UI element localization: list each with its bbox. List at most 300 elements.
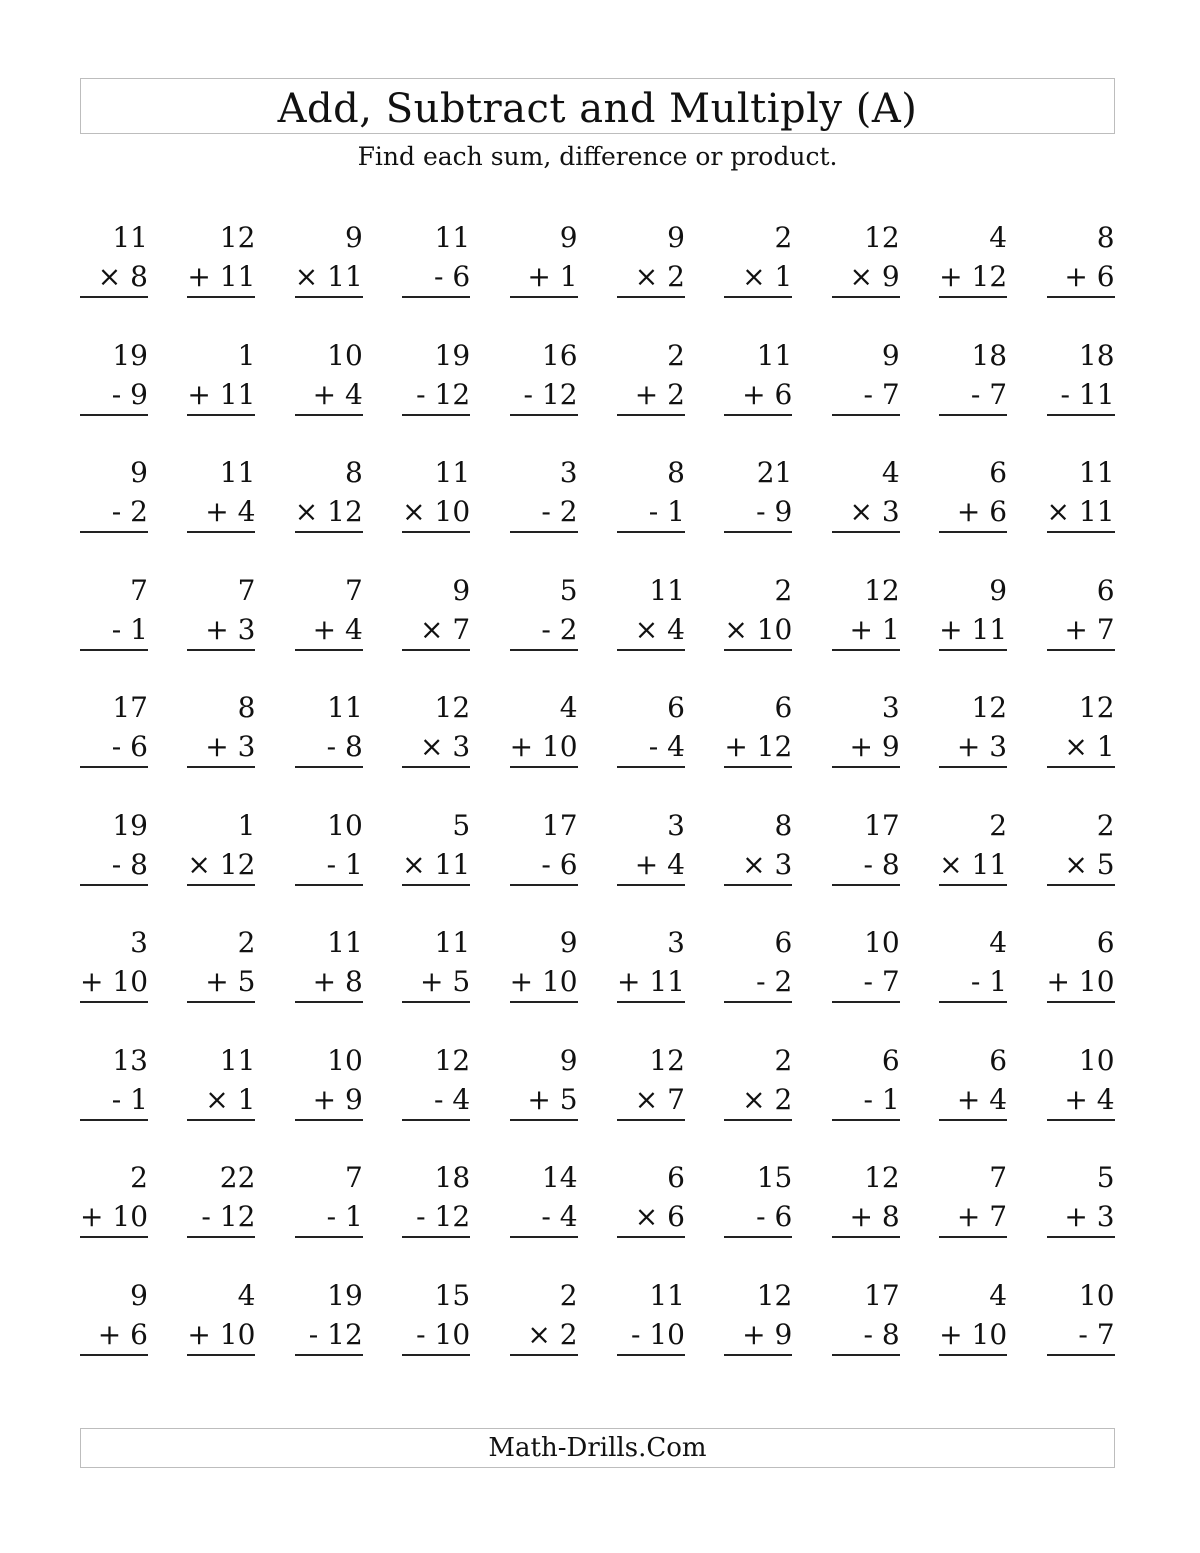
second-operand: 5 [237,965,256,998]
operator-line [402,727,470,768]
operator-line [724,1315,792,1356]
operator-line [80,845,148,886]
operator: + [956,1200,981,1233]
first-operand: 21 [756,456,793,489]
title-box [80,78,1115,134]
second-operand: 9 [130,377,148,411]
problem-row [80,571,1115,689]
operator: - [863,965,873,998]
first-operand: 3 [881,691,900,724]
operator-line [617,727,685,768]
operator: - [970,965,981,998]
second-operand: 8 [881,1200,900,1233]
second-operand: 4 [344,377,363,411]
problem [402,1158,470,1276]
operator: + [187,377,211,411]
operator-line [1047,962,1115,1003]
second-operand: 12 [327,495,363,528]
operator: - [326,847,337,881]
first-operand: 18 [434,1161,471,1194]
first-operand: 9 [130,456,148,489]
first-operand: 4 [559,691,578,724]
operator-line [402,257,470,298]
problem [724,923,792,1041]
operator-line [510,1197,578,1238]
operator-line [295,845,363,886]
first-operand: 2 [559,1278,578,1312]
operator: × [402,495,426,528]
problem-grid [80,218,1115,1393]
operator: - [1078,1317,1088,1351]
problem [724,336,792,454]
first-operand: 11 [327,926,363,959]
operator: + [634,847,659,881]
footer-box [80,1428,1115,1468]
first-operand: 12 [971,691,1008,724]
operator: - [970,377,981,411]
problem [832,336,900,454]
first-operand: 12 [756,1278,793,1312]
second-operand: 6 [452,260,471,293]
operator-line [832,727,900,768]
operator-line [939,610,1007,651]
first-operand: 9 [667,221,685,254]
operator-line [939,1197,1007,1238]
operator-line [1047,1315,1115,1356]
second-operand: 12 [971,260,1008,293]
operator: + [1064,612,1088,646]
operator-line [80,375,148,416]
second-operand: 3 [237,730,256,763]
first-operand: 7 [237,573,256,607]
second-operand: 10 [1078,965,1115,998]
problem [187,923,255,1041]
first-operand: 11 [434,221,471,254]
problem [187,571,255,689]
problem [832,571,900,689]
operator-line [80,257,148,298]
operator: + [956,495,981,528]
problem [939,1041,1007,1159]
operator-line [617,257,685,298]
operator-line [510,845,578,886]
problem [510,923,578,1041]
operator-line [617,492,685,533]
footer-brand: Math-Drills.Com [488,1433,707,1463]
second-operand: 10 [434,1317,471,1351]
second-operand: 6 [989,495,1008,528]
first-operand: 6 [667,1161,685,1194]
operator-line [1047,610,1115,651]
first-operand: 9 [559,221,578,254]
operator: × [97,260,122,293]
second-operand: 12 [327,1317,363,1351]
first-operand: 9 [989,573,1008,607]
operator: - [111,730,122,763]
problem [295,336,363,454]
second-operand: 7 [881,377,900,411]
problem [187,336,255,454]
second-operand: 7 [452,612,471,646]
first-operand: 19 [327,1278,363,1312]
first-operand: 7 [344,573,363,607]
operator-line [295,1315,363,1356]
first-operand: 2 [1096,808,1115,842]
operator-line [617,1315,685,1356]
second-operand: 8 [344,730,363,763]
operator-line [295,1197,363,1238]
second-operand: 9 [881,730,900,763]
operator-line [187,492,255,533]
second-operand: 1 [344,1200,363,1233]
operator-line [1047,375,1115,416]
problem [295,923,363,1041]
operator: - [416,377,426,411]
problem [187,1041,255,1159]
first-operand: 7 [989,1161,1008,1194]
first-operand: 6 [989,1043,1008,1077]
operator: - [326,730,337,763]
operator-line [939,962,1007,1003]
second-operand: 8 [130,260,148,293]
second-operand: 10 [649,1317,685,1351]
first-operand: 9 [344,221,363,254]
problem [187,688,255,806]
problem [617,218,685,336]
problem [939,1276,1007,1394]
first-operand: 11 [219,456,256,489]
operator: - [111,847,122,881]
second-operand: 12 [434,1200,471,1233]
second-operand: 6 [774,1200,793,1233]
problem [724,806,792,924]
first-operand: 19 [112,338,148,372]
second-operand: 7 [667,1082,685,1116]
problem [832,923,900,1041]
operator-line [724,727,792,768]
operator: - [433,260,444,293]
operator: + [1064,1082,1088,1116]
operator-line [617,375,685,416]
operator: × [849,260,873,293]
second-operand: 12 [434,377,471,411]
operator: - [756,1200,766,1233]
first-operand: 4 [989,926,1008,959]
operator: + [187,260,211,293]
operator: - [863,1317,873,1351]
problem-row [80,218,1115,336]
first-operand: 10 [327,1043,363,1077]
problem [187,1276,255,1394]
problem [724,1158,792,1276]
operator: + [939,260,963,293]
operator: × [634,612,659,646]
problem [939,453,1007,571]
operator-line [510,610,578,651]
operator: × [402,847,426,881]
problem-row [80,1041,1115,1159]
problem [295,571,363,689]
first-operand: 8 [667,456,685,489]
operator: × [1064,847,1088,881]
problem [187,806,255,924]
problem [617,923,685,1041]
problem [80,688,148,806]
operator-line [187,845,255,886]
operator-line [295,257,363,298]
second-operand: 10 [219,1317,256,1351]
first-operand: 2 [774,221,793,254]
first-operand: 5 [559,573,578,607]
problem [724,1041,792,1159]
second-operand: 3 [452,730,471,763]
operator-line [939,1080,1007,1121]
operator-line [187,962,255,1003]
first-operand: 17 [112,691,148,724]
operator: - [111,612,122,646]
first-operand: 18 [1078,338,1115,372]
problem [832,453,900,571]
operator: × [294,260,319,293]
operator: - [523,377,534,411]
second-operand: 10 [541,730,578,763]
problem [939,806,1007,924]
second-operand: 6 [559,847,578,881]
operator-line [80,1315,148,1356]
operator-line [1047,845,1115,886]
operator: × [1064,730,1088,763]
problem [510,453,578,571]
operator: - [863,847,873,881]
problem [832,1158,900,1276]
first-operand: 4 [989,221,1008,254]
problem [1047,688,1115,806]
second-operand: 4 [237,495,256,528]
problem [617,1041,685,1159]
operator-line [832,492,900,533]
second-operand: 3 [989,730,1008,763]
operator-line [187,257,255,298]
operator-line [80,727,148,768]
second-operand: 2 [774,965,793,998]
problem [939,218,1007,336]
operator-line [832,962,900,1003]
second-operand: 1 [344,847,363,881]
second-operand: 8 [881,1317,900,1351]
operator: + [509,965,534,998]
problem [724,218,792,336]
second-operand: 9 [774,1317,793,1351]
operator-line [832,1080,900,1121]
operator: + [634,377,659,411]
first-operand: 14 [541,1161,578,1194]
first-operand: 6 [667,691,685,724]
first-operand: 11 [1078,456,1115,489]
problem [402,688,470,806]
second-operand: 3 [237,612,256,646]
problem [80,571,148,689]
second-operand: 12 [756,730,793,763]
operator: × [1046,495,1070,528]
second-operand: 12 [219,1200,256,1233]
problem [295,1276,363,1394]
second-operand: 11 [1078,377,1115,411]
operator-line [832,1315,900,1356]
problem [187,453,255,571]
first-operand: 11 [649,1278,685,1312]
problem [402,1041,470,1159]
operator-line [402,962,470,1003]
problem [617,571,685,689]
operator: × [419,612,444,646]
problem [510,1158,578,1276]
operator-line [617,1197,685,1238]
first-operand: 2 [667,338,685,372]
second-operand: 10 [756,612,793,646]
operator-line [724,1080,792,1121]
second-operand: 12 [541,377,578,411]
second-operand: 7 [881,965,900,998]
problem [295,688,363,806]
operator: + [80,965,104,998]
operator-line [617,962,685,1003]
operator-line [295,1080,363,1121]
operator: - [111,1082,122,1116]
second-operand: 1 [989,965,1008,998]
first-operand: 8 [237,691,256,724]
operator-line [1047,1080,1115,1121]
operator-line [187,1197,255,1238]
operator-line [80,1197,148,1238]
operator: + [956,1082,981,1116]
problem [510,336,578,454]
operator-line [1047,1197,1115,1238]
operator: + [312,1082,337,1116]
operator-line [939,1315,1007,1356]
first-operand: 6 [774,926,793,959]
second-operand: 4 [667,730,685,763]
first-operand: 11 [219,1043,256,1077]
first-operand: 22 [219,1161,256,1194]
operator: + [724,730,748,763]
second-operand: 7 [989,1200,1008,1233]
problem [1047,1041,1115,1159]
second-operand: 2 [559,612,578,646]
operator: + [312,612,337,646]
second-operand: 11 [971,847,1008,881]
operator: - [416,1317,426,1351]
problem [939,923,1007,1041]
first-operand: 17 [541,808,578,842]
problem [80,453,148,571]
second-operand: 4 [1096,1082,1115,1116]
second-operand: 9 [344,1082,363,1116]
first-operand: 2 [989,808,1008,842]
operator: + [527,1082,551,1116]
first-operand: 9 [559,926,578,959]
first-operand: 6 [1096,926,1115,959]
operator: + [527,260,551,293]
problem [939,1158,1007,1276]
first-operand: 12 [434,1043,471,1077]
operator: + [205,495,229,528]
problem [1047,923,1115,1041]
operator: + [205,612,229,646]
operator: - [756,965,766,998]
second-operand: 1 [130,1082,148,1116]
second-operand: 1 [1096,730,1115,763]
first-operand: 11 [756,338,793,372]
first-operand: 12 [1078,691,1115,724]
problem [295,1041,363,1159]
operator: - [648,730,659,763]
operator-line [510,375,578,416]
operator-line [402,375,470,416]
operator: + [956,730,981,763]
operator: + [187,1317,211,1351]
first-operand: 19 [112,808,148,842]
problem [80,336,148,454]
first-operand: 4 [989,1278,1008,1312]
second-operand: 1 [774,260,793,293]
first-operand: 9 [881,338,900,372]
operator: × [742,260,766,293]
second-operand: 9 [774,495,793,528]
operator: × [849,495,873,528]
second-operand: 11 [649,965,685,998]
operator-line [402,1197,470,1238]
operator: + [939,1317,963,1351]
operator-line [724,962,792,1003]
problem [295,453,363,571]
first-operand: 4 [237,1278,256,1312]
problem [510,1041,578,1159]
problem [832,806,900,924]
first-operand: 7 [130,573,148,607]
first-operand: 10 [1078,1278,1115,1312]
second-operand: 2 [130,495,148,528]
first-operand: 9 [130,1278,148,1312]
operator: + [1064,1200,1088,1233]
operator: + [312,377,337,411]
problem-row [80,1276,1115,1394]
operator-line [832,257,900,298]
first-operand: 6 [989,456,1008,489]
problem [80,806,148,924]
second-operand: 3 [881,495,900,528]
operator-line [1047,257,1115,298]
first-operand: 5 [452,808,471,842]
operator-line [724,1197,792,1238]
second-operand: 4 [989,1082,1008,1116]
operator-line [939,727,1007,768]
operator-line [832,610,900,651]
operator: × [527,1317,551,1351]
operator-line [80,610,148,651]
second-operand: 4 [559,1200,578,1233]
first-operand: 1 [237,808,256,842]
operator-line [939,845,1007,886]
operator: × [419,730,444,763]
second-operand: 5 [1096,847,1115,881]
first-operand: 10 [864,926,900,959]
problem [832,688,900,806]
problem [510,571,578,689]
first-operand: 15 [756,1161,793,1194]
first-operand: 5 [1096,1161,1115,1194]
second-operand: 12 [219,847,256,881]
first-operand: 4 [881,456,900,489]
